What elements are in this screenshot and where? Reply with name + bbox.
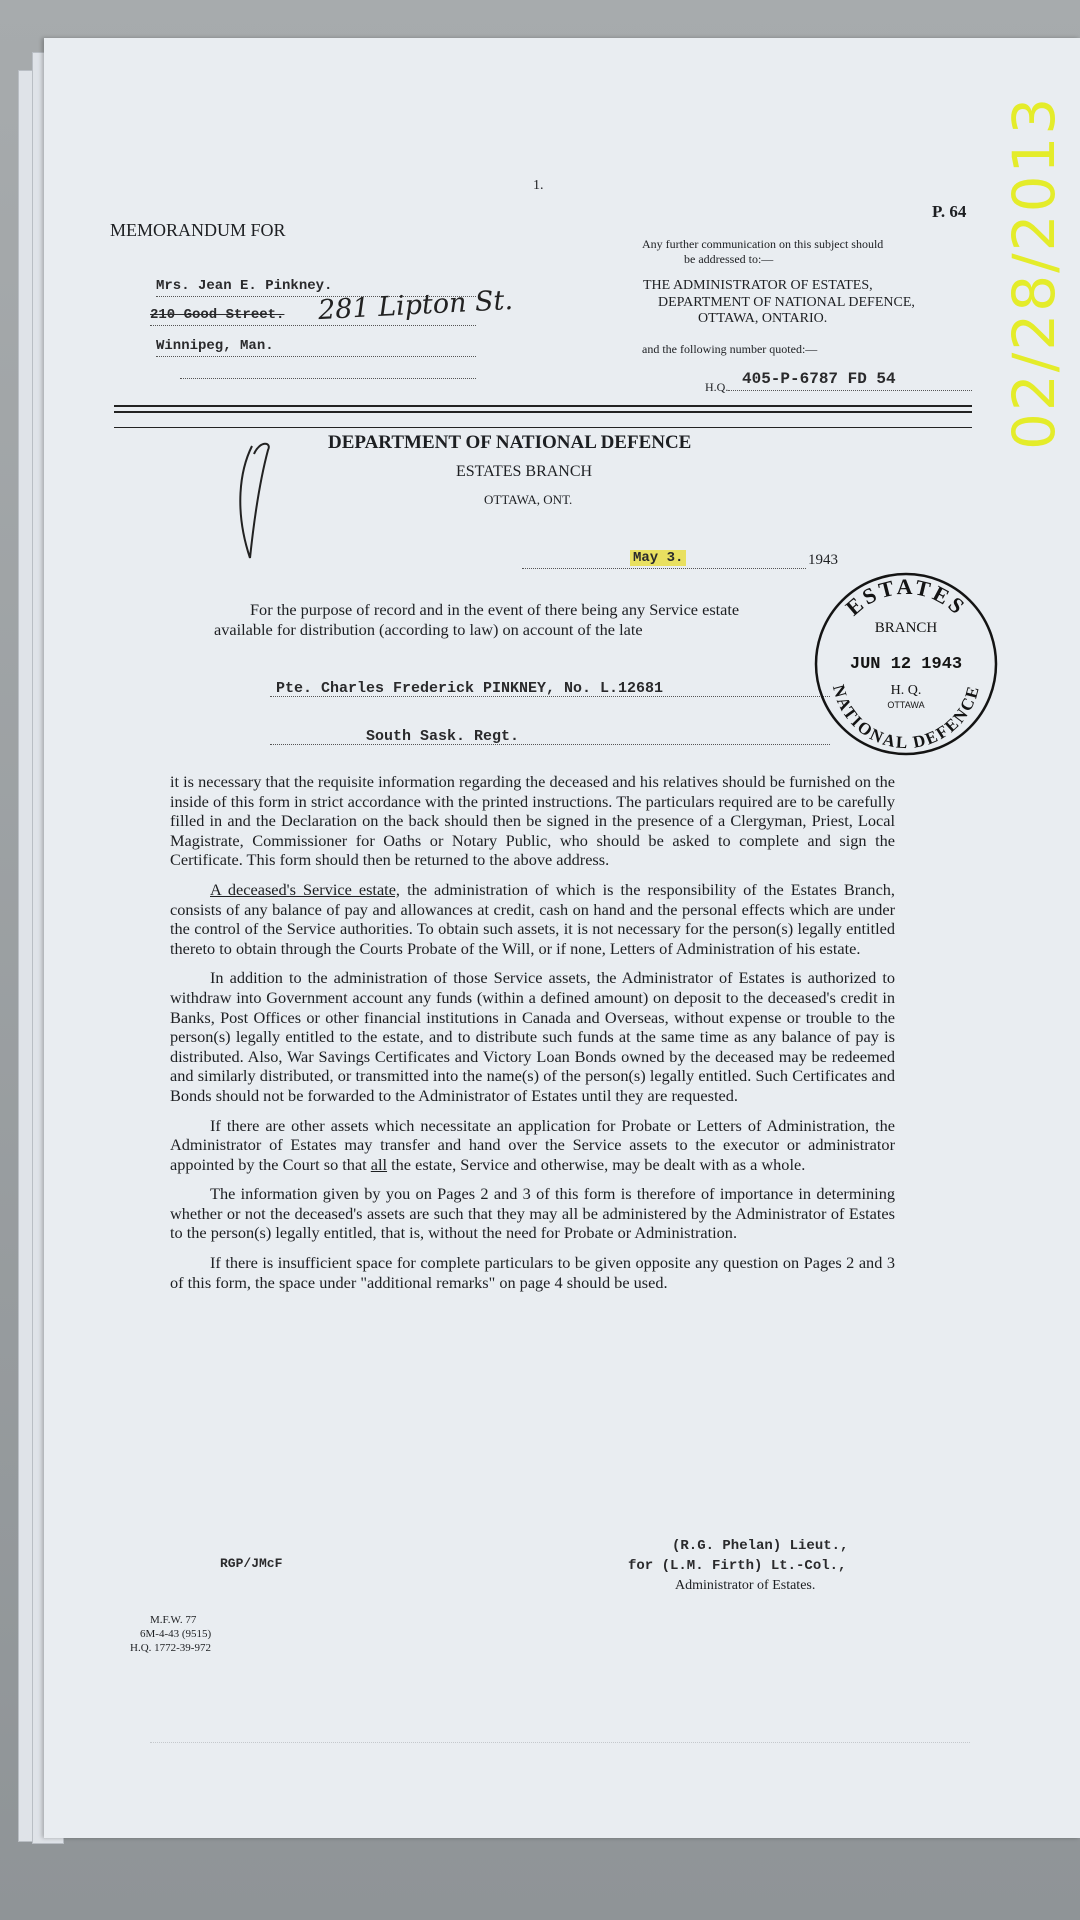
department-city: OTTAWA, ONT.	[484, 492, 573, 507]
body-text-span: If there are other assets which necessitate an application for Probate or Letters of Administration, the Administrator of Estates may transfer and hand over the Service assets to the executor or administrator appointed by the Court so that	[170, 1115, 895, 1174]
body-paragraph: In addition to the administration of those Service assets, the Administrator of Estates is authorized to withdraw into Government account any funds (within a defined amount) on deposit to the deceased's credit in Banks, Post Offices or other financial institutions in Canada and Overseas, without expense or trouble to the person(s) legally entitled to the estate, and to distribute such funds at the same time as any balance of pay is distributed. Also, War Savings Certificates and Victory Loan Bonds owned by the deceased may be redeemed and similarly distributed, or transmitted into the name(s) of the person(s) legally entitled. Such Certificates and Bonds should not be forwarded to the Administrator of Estates until they are requested.	[170, 968, 895, 1105]
handwritten-mark	[230, 440, 280, 570]
form-code-line: 6M-4-43 (9515)	[140, 1628, 212, 1640]
addressee-street-handwritten: 281 Lipton St.	[317, 284, 514, 327]
form-code-line: H.Q. 1772-39-972	[130, 1642, 211, 1654]
memo-heading: MEMORANDUM FOR	[110, 220, 286, 240]
letter-date-day	[630, 550, 686, 566]
dotted-line	[522, 568, 806, 569]
dotted-line	[180, 378, 476, 379]
svg-text:ESTATES	[841, 574, 972, 621]
deceased-unit: South Sask. Regt.	[366, 728, 520, 745]
date-highlight: May 3.	[630, 550, 686, 566]
addressee-street-struck: 210 Good Street.	[150, 307, 285, 323]
dotted-line	[150, 325, 476, 326]
stamp-bottom-text: NATIONAL DEFENCE	[828, 682, 984, 753]
signature-line: for (L.M. Firth) Lt.-Col.,	[628, 1558, 847, 1574]
dotted-line	[150, 1742, 970, 1743]
deceased-name: Pte. Charles Frederick PINKNEY, No. L.12681	[276, 680, 664, 697]
typist-initials: RGP/JMcF	[220, 1556, 283, 1571]
header-divider	[114, 411, 972, 413]
addressee-city: Winnipeg, Man.	[156, 338, 274, 354]
stamp-hq-text: H. Q.	[890, 683, 922, 698]
underlined-term: A deceased's Service estate,	[210, 879, 401, 899]
dotted-line	[270, 696, 830, 697]
dotted-line	[156, 356, 476, 357]
reply-notice-line: be addressed to:—	[684, 252, 774, 266]
letter-date-year: 1943	[808, 552, 838, 568]
stamp-city-text: OTTAWA	[887, 700, 925, 710]
body-paragraph: If there is insufficient space for complete particulars to be given opposite any question on Pages 2 and 3 of this form, the space under "additional remarks" on page 4 should be used.	[170, 1253, 895, 1292]
header-divider	[114, 427, 972, 428]
header-divider	[114, 405, 972, 407]
form-page-label: P. 64	[932, 202, 967, 221]
body-paragraph: it is necessary that the requisite information regarding the deceased and his relatives should be furnished on the inside of this form in strict accordance with the printed instructions. The particulars required are to be carefully filled in and the Declaration on the back should then be signed in the presence of a Clergyman, Priest, Local Magistrate, Commissioner for Oaths or Notary Public, who should be asked to complete and sign the Certificate. This form should then be returned to the above address.	[170, 772, 895, 870]
stamp-branch-text: BRANCH	[874, 620, 938, 636]
dotted-line	[728, 390, 972, 391]
body-paragraph	[170, 880, 895, 958]
quote-line: and the following number quoted:—	[642, 342, 818, 356]
branch-name: ESTATES BRANCH	[456, 463, 593, 480]
admin-address-line: OTTAWA, ONTARIO.	[698, 311, 828, 326]
body-text	[170, 772, 895, 1302]
page-number: 1.	[533, 178, 544, 193]
hq-number: 405-P-6787 FD 54	[742, 370, 896, 388]
reply-notice-line: Any further communication on this subject should	[642, 237, 884, 251]
dotted-line	[270, 744, 830, 745]
addressee-name: Mrs. Jean E. Pinkney.	[156, 278, 333, 294]
estates-branch-stamp	[812, 570, 1000, 758]
stamp-top-text: ESTATES	[840, 573, 972, 621]
signature-title: Administrator of Estates.	[675, 1578, 816, 1593]
signature-line: (R.G. Phelan) Lieut.,	[672, 1538, 849, 1554]
photo-date-stamp: 02/28/2013	[1000, 95, 1068, 450]
body-text-span: the estate, Service and otherwise, may be dealt with as a whole.	[391, 1154, 806, 1174]
body-paragraph	[170, 1116, 895, 1175]
intro-line: available for distribution (according to law) on account of the late	[214, 620, 643, 639]
form-code-line: M.F.W. 77	[150, 1614, 197, 1626]
intro-line: For the purpose of record and in the event of there being any Service estate	[250, 600, 740, 619]
body-paragraph: The information given by you on Pages 2 and 3 of this form is therefore of importance in determining whether or not the deceased's assets are such that they may all be administered by the Administrator of Estates to the person(s) legally entitled, that is, without the need for Probate or Administration.	[170, 1184, 895, 1243]
admin-address-line: DEPARTMENT OF NATIONAL DEFENCE,	[658, 295, 915, 310]
department-name: DEPARTMENT OF NATIONAL DEFENCE	[328, 432, 692, 453]
body-text-span: the administration of which is the responsibility of the Estates Branch, consists of any balance of pay and allowances at credit, cash on hand and the personal effects which are under the control of the Service authorities. To obtain such assets, it is not necessary for the person(s) legally entitled thereto to obtain through the Courts Probate of the Will, or if none, Letters of Administration of his estate.	[170, 879, 896, 958]
hq-label: H.Q.	[705, 380, 729, 394]
admin-address-line: THE ADMINISTRATOR OF ESTATES,	[643, 278, 873, 293]
stamp-date-text: JUN 12 1943	[849, 655, 963, 674]
underlined-term: all	[370, 1154, 388, 1174]
